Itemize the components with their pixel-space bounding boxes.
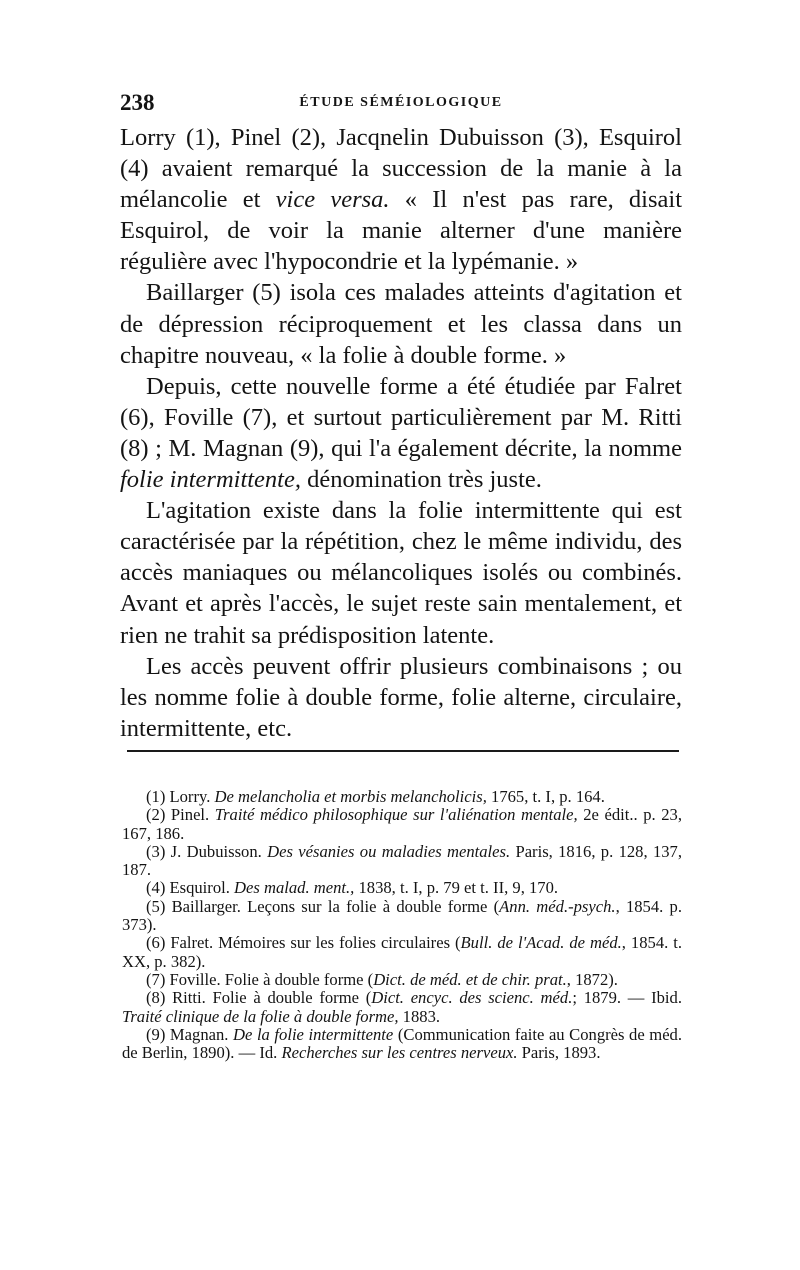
page-number: 238 (120, 90, 155, 115)
italic-text: Recherches sur les centres nerveux. (281, 1043, 518, 1063)
footnote (122, 843, 682, 880)
italic-text: De la folie intermittente (233, 1024, 394, 1044)
text-span: (1) Lorry. (146, 787, 215, 806)
text-span: (5) Baillarger. Leçons sur la folie à double forme ( (146, 896, 500, 916)
italic-text: Traité médico philosophique sur l'aliénation mentale, (214, 805, 578, 825)
text-span: (9) Magnan. (146, 1024, 234, 1044)
text-span: , 1872). (566, 969, 618, 989)
text-span: (Communication faite au Congrès de méd. de Berlin, 1890). — Id. (122, 1024, 683, 1063)
text-span: (2) Pinel. (146, 805, 215, 825)
text-span: (3) J. Dubuisson. (146, 841, 268, 861)
italic-text: folie intermittente, (120, 466, 301, 494)
running-head: ÉTUDE SÉMÉIOLOGIQUE (299, 95, 503, 110)
italic-text: Dict. encyc. des scienc. méd. (371, 988, 573, 1008)
page-header (120, 90, 682, 120)
paragraph (120, 122, 682, 277)
text-span: (4) Esquirol. (146, 878, 235, 898)
footnotes (122, 788, 682, 1062)
text-span: 1838, t. I, p. 79 et t. II, 9, 170. (354, 878, 559, 898)
italic-text: Des vésanies ou maladies mentales. (267, 841, 511, 861)
text-span: ; 1879. — Ibid. (572, 988, 682, 1008)
footnote (122, 971, 682, 989)
text-span: Depuis, cette nouvelle forme a été étudiée par Falret (6), Foville (7), et surtout particulièrement par M. Ritti (8) ; M. Magnan (9), qui l'a également décrite, la nomme (120, 372, 682, 462)
text-span: (7) Foville. Folie à double forme ( (146, 969, 374, 989)
italic-text: De melancholia et morbis melancholicis, (214, 787, 487, 806)
text-span: Paris, 1816, p. 128, 137, 187. (122, 841, 682, 880)
text-span: 1765, t. I, p. 164. (486, 787, 605, 806)
footnote-separator (127, 750, 679, 752)
paragraph: L'agitation existe dans la folie intermittente qui est caractérisée par la répétition, chez le même individu, des accès maniaques ou mélancoliques isolés ou combinés. Avant et après l'accès, le sujet reste sain mentalement, et rien ne trahit sa prédisposition latente. (120, 497, 682, 649)
text-span: 1883. (398, 1006, 441, 1026)
paragraph: Les accès peuvent offrir plusieurs combinaisons ; ou les nomme folie à double forme, folie alterne, circulaire, intermittente, etc. (120, 652, 682, 742)
italic-text: Dict. de méd. et de chir. prat. (373, 969, 567, 989)
text-span: dénomination très juste. (301, 466, 542, 494)
footnote (122, 879, 682, 897)
text-span: Paris, 1893. (517, 1043, 601, 1063)
italic-text: Traité clinique de la folie à double forme, (122, 1006, 399, 1026)
text-span: 2e édit.. p. 23, 167, 186. (122, 805, 683, 843)
italic-text: Bull. de l'Acad. de méd. (460, 933, 622, 953)
text-span: , 1854. p. 373). (122, 896, 682, 935)
footnote (122, 806, 682, 843)
footnote (122, 788, 682, 806)
footnote (122, 989, 682, 1026)
text-span: (6) Falret. Mémoires sur les folies circulaires ( (146, 933, 461, 953)
text-span: Lorry (1), Pinel (2), Jacqnelin Dubuisson (3), Esquirol (4) avaient remarqué la succession de la manie à la mélancolie et (120, 124, 682, 214)
italic-text: Ann. méd.-psych. (499, 896, 616, 916)
paragraph (120, 371, 682, 495)
text-span: , 1854. t. XX, p. 382). (122, 933, 682, 971)
footnote (122, 898, 682, 935)
italic-text: Des malad. ment., (234, 878, 355, 898)
footnote (122, 934, 682, 971)
footnote (122, 1026, 682, 1063)
text-span: (8) Ritti. Folie à double forme ( (146, 988, 372, 1008)
paragraph: Baillarger (5) isola ces malades atteints d'agitation et de dépression réciproquement et les classa dans un chapitre nouveau, « la folie à double forme. » (120, 279, 682, 369)
main-text (120, 122, 682, 744)
text-span: « Il n'est pas rare, disait Esquirol, de voir la manie alterner d'une manière régulière avec l'hypocondrie et la lypémanie. » (120, 186, 683, 276)
italic-text: vice versa. (275, 186, 390, 214)
